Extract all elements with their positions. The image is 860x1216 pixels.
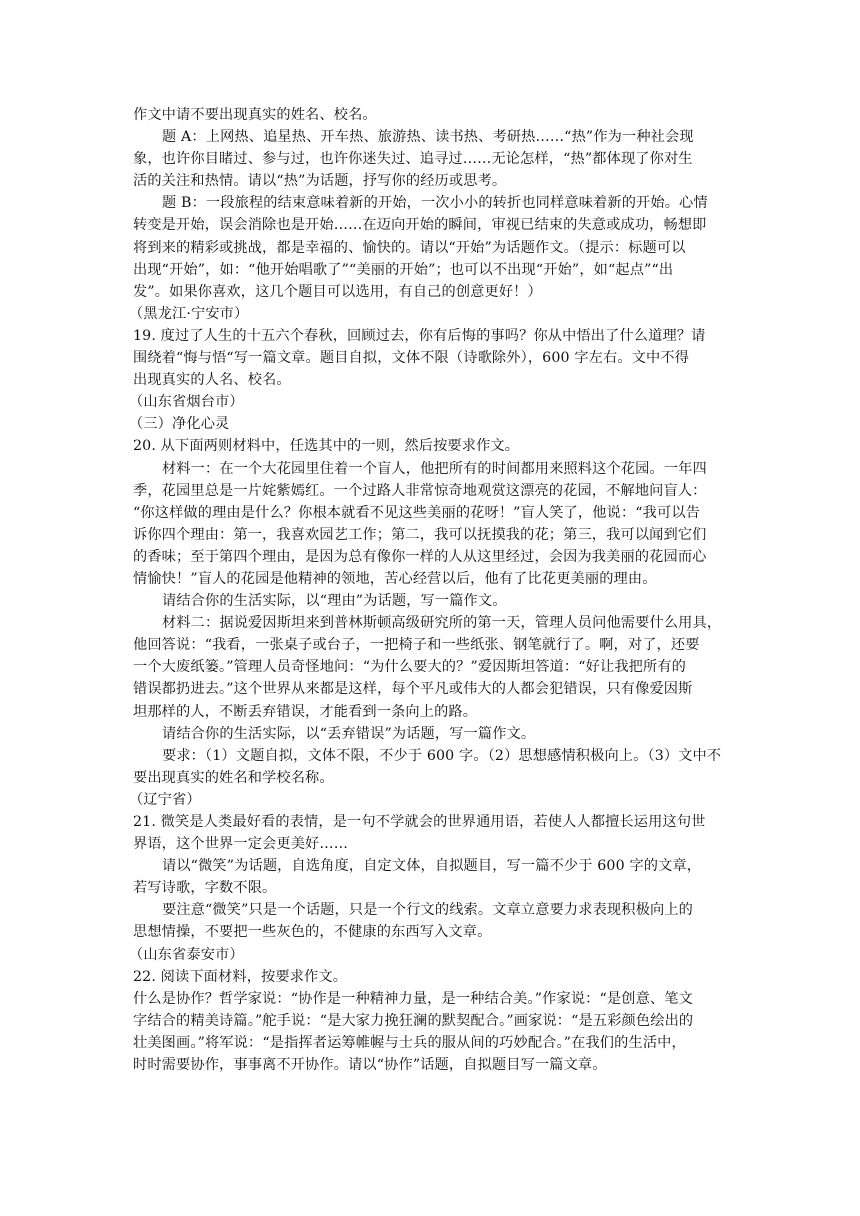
text-line: “你这样做的理由是什么？你根本就看不见这些美丽的花呀！”盲人笑了，他说：“我可以告: [133, 504, 701, 521]
text-line: 20. 从下面两则材料中，任选其中的一则，然后按要求作文。: [133, 438, 520, 455]
text-line: 题 A：上网热、追星热、开车热、旅游热、读书热、考研热……“热”作为一种社会现: [162, 129, 694, 146]
text-line: 字结合的精美诗篇。”舵手说：“是大家力挽狂澜的默契配合。”画家说：“是五彩颜色绘出的: [133, 1012, 694, 1029]
text-line: 作文中请不要出现真实的姓名、校名。: [133, 107, 377, 123]
text-line: 出现真实的人名、校名。: [133, 372, 291, 389]
text-line: 请以“微笑”为话题，自选角度，自定文体，自拟题目，写一篇不少于 600 字的文章，: [162, 858, 702, 875]
text-line: 一个大废纸篓。”管理人员奇怪地问：“为什么要大的？”爱因斯坦答道：“好让我把所有的: [133, 659, 687, 676]
text-line: 的香味；至于第四个理由，是因为总有像你一样的人从这里经过，会因为我美丽的花园而心: [133, 548, 707, 565]
text-line: 请结合你的生活实际，以“理由”为话题，写一篇作文。: [162, 593, 507, 610]
text-line: 什么是协作？哲学家说：“协作是一种精神力量，是一种结合美。”作家说：“是创意、笔文: [133, 990, 693, 1007]
text-line: 请结合你的生活实际，以“丢弃错误”为话题，写一篇作文。: [162, 725, 536, 742]
text-line: 情愉快！”盲人的花园是他精神的领地，苦心经营以后，他有了比花更美丽的理由。: [133, 570, 657, 587]
source-label: （山东省烟台市）: [129, 394, 244, 411]
text-line: 围绕着“悔与悟“写一篇文章。题目自拟，文体不限（诗歌除外），600 字左右。文中不得: [133, 350, 690, 367]
text-line: 活的关注和热情。请以“热”为话题，抒写你的经历或思考。: [133, 173, 507, 190]
text-line: 22. 阅读下面材料，按要求作文。: [133, 968, 348, 985]
text-line: 材料二：据说爱因斯坦来到普林斯顿高级研究所的第一天，管理人员问他需要什么用具，: [162, 615, 722, 632]
source-label: （三）净化心灵: [129, 416, 230, 433]
text-line: 材料一：在一个大花园里住着一个盲人，他把所有的时间都用来照料这个花园。一年四: [162, 460, 707, 477]
text-line: 19. 度过了人生的十五六个春秋，回顾过去，你有后悔的事吗？你从中悟出了什么道理？请: [133, 327, 706, 344]
text-line: 要注意“微笑”只是一个话题，只是一个行文的线索。文章立意要力求表现积极向上的: [162, 902, 693, 919]
source-label: （黑龙江·宁安市）: [129, 305, 249, 322]
text-line: 题 B：一段旅程的结束意味着新的开始，一次小小的转折也同样意味着新的开始。心情: [162, 195, 708, 212]
text-line: 他回答说：“我看，一张桌子或台子，一把椅子和一些纸张、钢笔就行了。啊，对了，还要: [133, 637, 700, 654]
text-line: 要出现真实的姓名和学校名称。: [133, 769, 334, 786]
text-line: 诉你四个理由：第一，我喜欢园艺工作；第二，我可以抚摸我的花；第三，我可以闻到它们: [133, 526, 707, 543]
text-line: 转变是开始，误会消除也是开始……在迈向开始的瞬间，审视已结束的失意或成功，畅想即: [133, 217, 707, 234]
source-label: （山东省泰安市）: [129, 946, 244, 963]
text-line: 若写诗歌，字数不限。: [133, 880, 277, 897]
text-line: 界语，这个世界一定会更美好……: [133, 836, 349, 853]
text-line: 21. 微笑是人类最好看的表情，是一句不学就会的世界通用语，若使人人都擅长运用这句世: [133, 814, 706, 830]
text-line: 坦那样的人，不断丢弃错误，才能看到一条向上的路。: [133, 703, 478, 720]
text-line: 象，也许你目睹过、参与过，也许你迷失过、追寻过……无论怎样，“热”都体现了你对生: [133, 151, 693, 168]
text-line: 错误都扔进去。”这个世界从来都是这样，每个平凡或伟大的人都会犯错误，只有像爱因斯: [133, 681, 693, 698]
text-line: 思想情操，不要把一些灰色的，不健康的东西写入文章。: [133, 924, 492, 941]
text-line: 要求：（1）文题自拟，文体不限，不少于 600 字。（2）思想感情积极向上。（3）文中不: [162, 747, 722, 764]
text-line: 出现“开始”，如：“他开始唱歌了”“美丽的开始”；也可以不出现“开始”，如“起点”“出: [133, 261, 674, 278]
text-line: 季，花园里总是一片姹紫嫣红。一个过路人非常惊奇地观赏这漂亮的花园，不解地问盲人：: [133, 482, 707, 499]
text-line: 发”。如果你喜欢，这几个题目可以选用，有自己的创意更好！）: [133, 283, 542, 300]
text-line: 时时需要协作，事事离不开协作。请以“协作”话题，自拟题目写一篇文章。: [133, 1057, 607, 1074]
source-label: （辽宁省）: [129, 791, 201, 808]
text-line: 将到来的精彩或挑战，都是幸福的、愉快的。请以“开始”为话题作文。（提示：标题可以: [133, 239, 686, 256]
text-line: 壮美图画。”将军说：“是指挥者运筹帷幄与士兵的服从间的巧妙配合。”在我们的生活中，: [133, 1034, 686, 1051]
